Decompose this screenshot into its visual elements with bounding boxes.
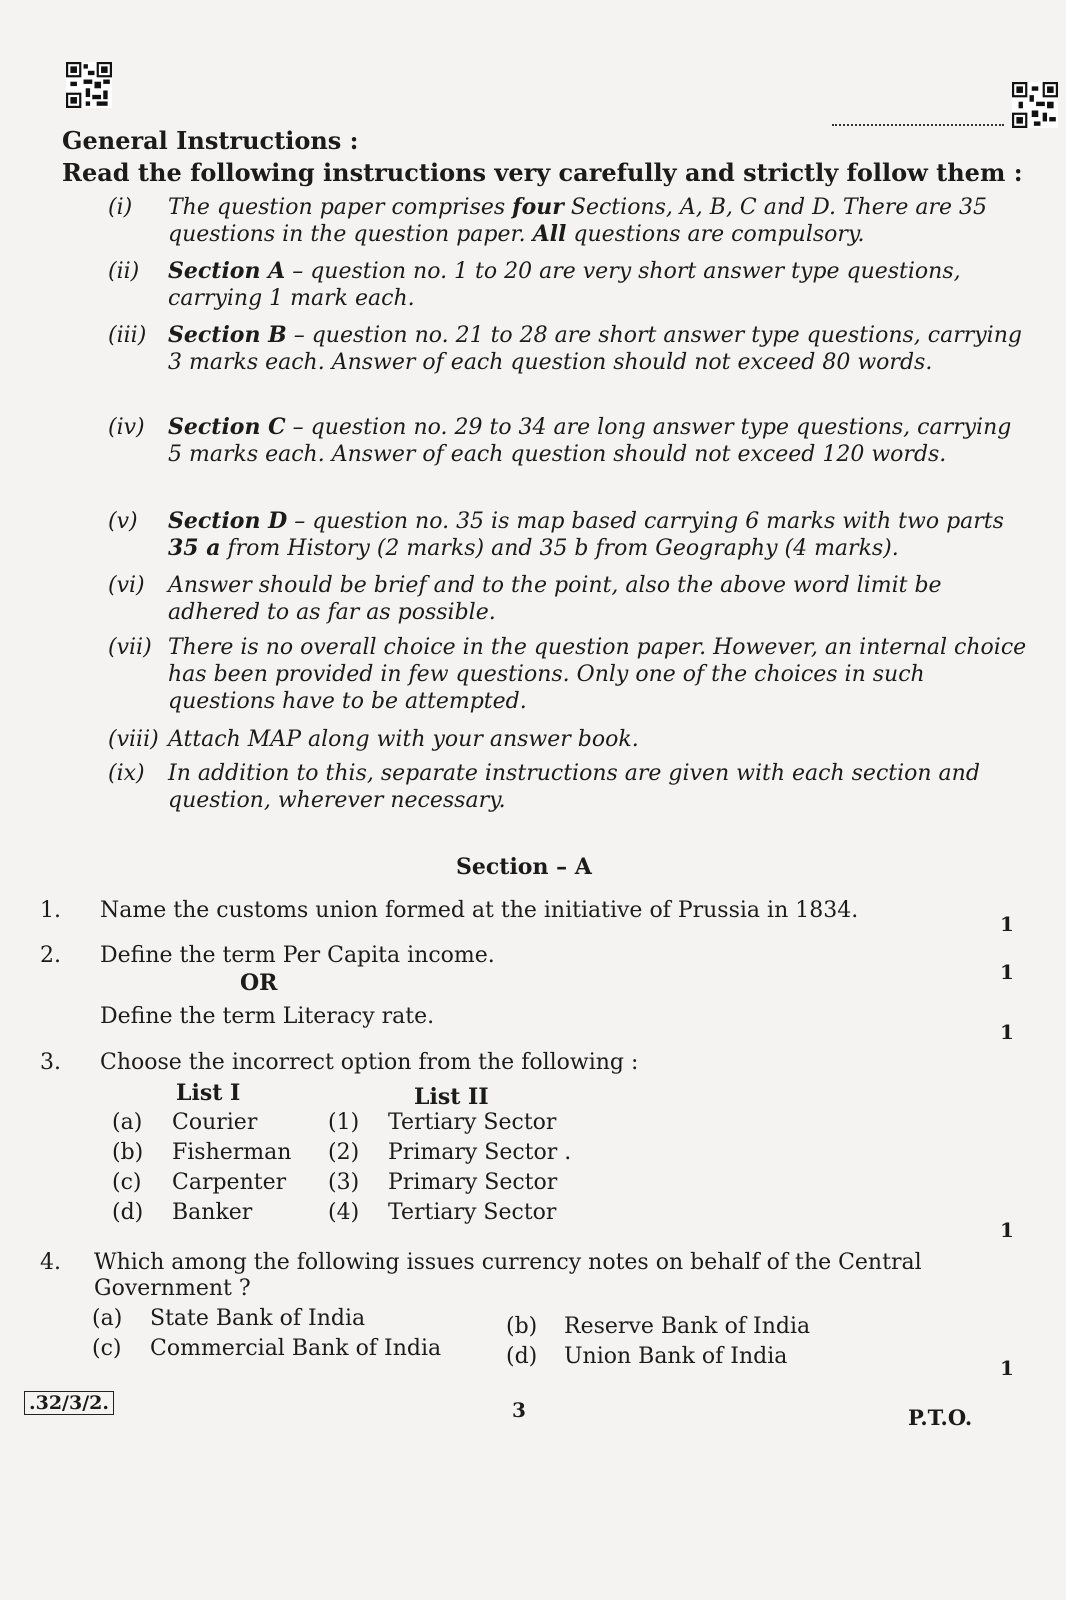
general-instructions-title: General Instructions : bbox=[62, 126, 359, 155]
question-number: 2. bbox=[40, 943, 61, 968]
option: (d) Union Bank of India bbox=[506, 1344, 788, 1369]
marks-label: 1 bbox=[1000, 960, 1014, 984]
instruction-number: (ix) bbox=[108, 761, 145, 786]
question-text: Name the customs union formed at the initiative of Prussia in 1834. bbox=[100, 898, 859, 923]
question-text: Define the term Per Capita income. bbox=[100, 943, 495, 968]
instruction-item: (ii) Section A – question no. 1 to 20 are very short answer type questions, carrying 1 mark each. bbox=[108, 258, 961, 311]
marks-label: 1 bbox=[1000, 912, 1014, 936]
question-number: 3. bbox=[40, 1050, 61, 1075]
instruction-item: (i) The question paper comprises four Sections, A, B, C and D. There are 35 questions in the question paper. All questions are compulsory. bbox=[108, 194, 987, 247]
question-number: 1. bbox=[40, 898, 61, 923]
qr-code-right bbox=[1012, 82, 1058, 128]
option: (b) Reserve Bank of India bbox=[506, 1314, 811, 1339]
qr-code-icon bbox=[1012, 82, 1058, 128]
question-number: 4. bbox=[40, 1250, 61, 1275]
match-row: (b) Fisherman (2) Primary Sector . bbox=[112, 1140, 572, 1165]
question-text: Choose the incorrect option from the following : bbox=[100, 1050, 639, 1075]
list-1-heading: List I bbox=[176, 1080, 241, 1106]
match-row: (c) Carpenter (3) Primary Sector bbox=[112, 1170, 558, 1195]
instruction-number: (vii) bbox=[108, 635, 152, 660]
paper-code: .32/3/2. bbox=[24, 1391, 114, 1415]
instruction-number: (v) bbox=[108, 509, 138, 534]
instruction-number: (viii) bbox=[108, 727, 159, 752]
list-2-heading: List II bbox=[414, 1084, 489, 1110]
question-text: Which among the following issues currency notes on behalf of the Central bbox=[94, 1250, 922, 1275]
instruction-item: (iii) Section B – question no. 21 to 28 are short answer type questions, carrying 3 marks each. Answer of each question should not exceed 80 words. bbox=[108, 322, 1022, 375]
instruction-item: (vii) There is no overall choice in the question paper. However, an internal choice has been provided in few questions. Only one of the choices in such questions have to be attempted. bbox=[108, 635, 1027, 714]
instruction-item: (vi) Answer should be brief and to the point, also the above word limit be adhered to as far as possible. bbox=[108, 573, 942, 625]
match-row: (a) Courier (1) Tertiary Sector bbox=[112, 1110, 557, 1135]
instruction-number: (ii) bbox=[108, 259, 140, 284]
qr-code-icon bbox=[66, 62, 112, 108]
option: (a) State Bank of India bbox=[92, 1306, 366, 1331]
option: (c) Commercial Bank of India bbox=[92, 1336, 442, 1361]
question-text: Define the term Literacy rate. bbox=[100, 1004, 435, 1029]
match-row: (d) Banker (4) Tertiary Sector bbox=[112, 1200, 557, 1225]
marks-label: 1 bbox=[1000, 1356, 1014, 1380]
instruction-number: (iv) bbox=[108, 415, 145, 440]
instruction-item: (ix) In addition to this, separate instructions are given with each section and question, wherever necessary. bbox=[108, 761, 980, 813]
instruction-item: (v) Section D – question no. 35 is map based carrying 6 marks with two parts 35 a from History (2 marks) and 35 b from Geography (4 marks). bbox=[108, 508, 1004, 561]
instructions-lead: Read the following instructions very carefully and strictly follow them : bbox=[62, 158, 1023, 187]
question-text: Government ? bbox=[94, 1276, 251, 1301]
page-number: 3 bbox=[512, 1398, 526, 1422]
pto-label: P.T.O. bbox=[908, 1405, 973, 1430]
instruction-number: (iii) bbox=[108, 323, 147, 348]
instruction-number: (vi) bbox=[108, 573, 145, 598]
instruction-item: (iv) Section C – question no. 29 to 34 are long answer type questions, carrying 5 marks each. Answer of each question should not exceed 120 words. bbox=[108, 414, 1012, 467]
marks-label: 1 bbox=[1000, 1020, 1014, 1044]
marks-label: 1 bbox=[1000, 1218, 1014, 1242]
header-dotted-line bbox=[832, 124, 1004, 126]
or-separator: OR bbox=[240, 970, 278, 996]
instruction-item: (viii) Attach MAP along with your answer book. bbox=[108, 727, 639, 752]
qr-code-left bbox=[66, 62, 112, 108]
section-a-heading: Section – A bbox=[456, 854, 592, 880]
instruction-number: (i) bbox=[108, 195, 133, 220]
